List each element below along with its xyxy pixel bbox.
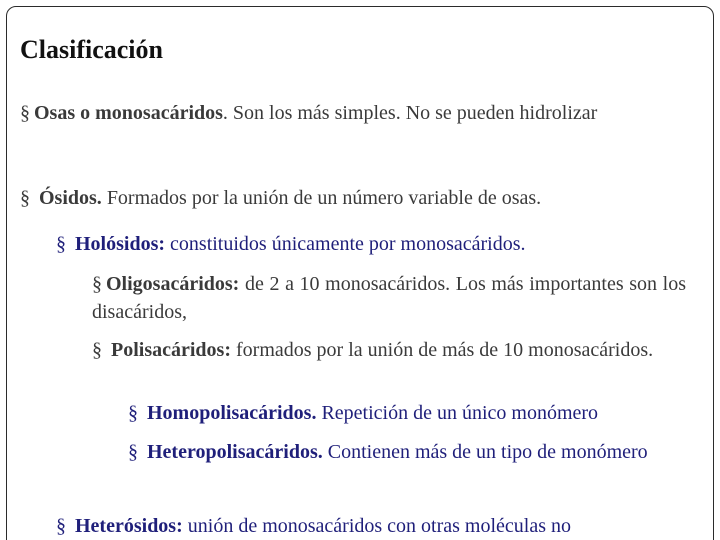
- item-text: unión de monosacáridos con otras moléculas no: [182, 515, 572, 537]
- item-term: Homopolisacáridos.: [147, 402, 317, 424]
- item-term: Heteropolisacáridos.: [147, 441, 323, 463]
- item-term: Heterósidos:: [75, 515, 183, 537]
- bullet-icon: §: [56, 515, 66, 537]
- item-text: Contienen más de un tipo de monómero: [322, 441, 648, 463]
- item-holosidos: [56, 231, 686, 257]
- bullet-icon: §: [56, 233, 66, 255]
- item-text: constituidos únicamente por monosacáridos.: [165, 233, 526, 255]
- item-homopolisacaridos: [128, 400, 686, 426]
- item-term: Ósidos.: [39, 187, 102, 209]
- item-text: . Son los más simples. No se pueden hidrolizar: [222, 102, 598, 124]
- item-term: Osas o monosacáridos: [34, 102, 223, 124]
- bullet-icon: §: [20, 102, 30, 124]
- item-text: Repetición de un único monómero: [316, 402, 599, 424]
- item-osidos: [20, 185, 686, 211]
- bullet-icon: §: [92, 273, 102, 295]
- item-oligosacaridos: [92, 270, 686, 326]
- item-text: de 2 a 10 monosacáridos. Los más importantes son los disacáridos,: [92, 273, 686, 323]
- item-heteropolisacaridos: [128, 438, 686, 466]
- item-text: formados por la unión de más de 10 monosacáridos.: [231, 339, 654, 361]
- item-osas: [20, 92, 686, 134]
- item-heterosidos: [56, 512, 686, 540]
- slide-title: Clasificación: [20, 35, 163, 64]
- item-term: Polisacáridos:: [111, 339, 231, 361]
- bullet-icon: §: [128, 402, 138, 424]
- bullet-icon: §: [128, 441, 138, 463]
- bullet-icon: §: [92, 339, 102, 361]
- item-text: Formados por la unión de un número variable de osas.: [101, 187, 542, 209]
- item-term: Holósidos:: [75, 233, 166, 255]
- item-term: Oligosacáridos:: [106, 273, 240, 295]
- item-polisacaridos: [92, 336, 686, 364]
- bullet-icon: §: [20, 187, 30, 209]
